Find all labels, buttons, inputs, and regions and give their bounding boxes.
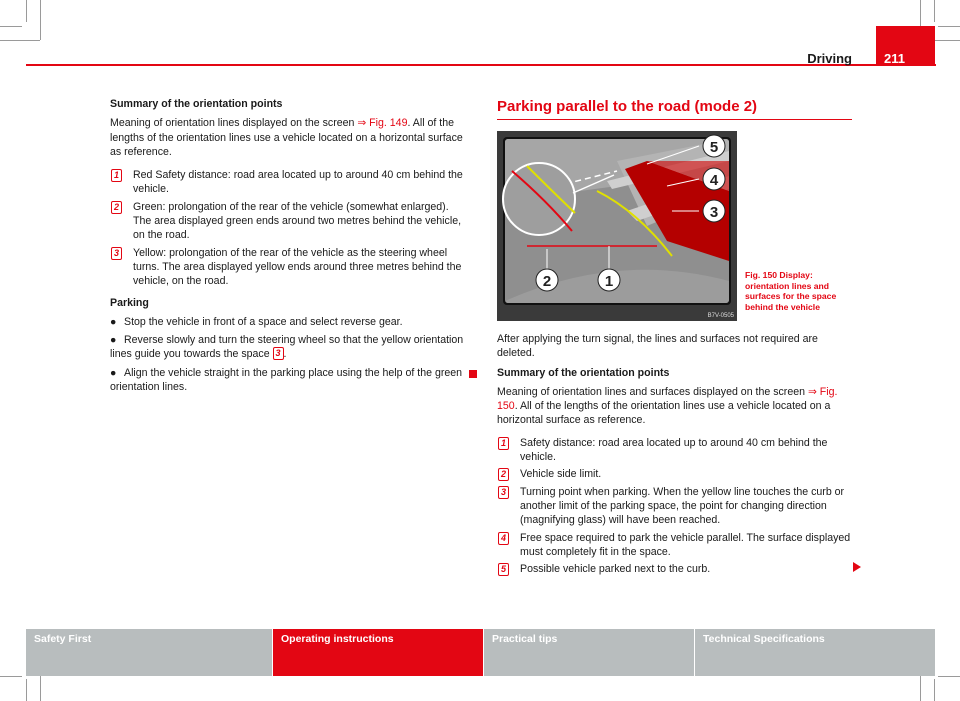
svg-text:5: 5 (709, 139, 719, 156)
figure-caption: Fig. 150 Display: orientation lines and surfaces for the space behind the vehicle (745, 270, 837, 312)
list-item: 1 Safety distance: road area located up to around 40 cm behind the vehicle. (497, 436, 852, 465)
header-rule (26, 64, 936, 66)
callout-number: 2 (498, 468, 509, 481)
left-column (110, 97, 467, 398)
callout-3 (703, 200, 725, 222)
svg-text:3: 3 (709, 204, 719, 221)
bullet-icon: ● (110, 366, 117, 379)
after-paragraph: After applying the turn signal, the lines and surfaces not required are deleted. (497, 333, 818, 360)
footer-tab-safety-first[interactable]: Safety First (26, 629, 272, 676)
section-rule (497, 119, 852, 120)
bullet-item: ● Stop the vehicle in front of a space and select reverse gear. (110, 315, 403, 328)
bullet-icon: ● (110, 334, 117, 347)
crop-mark (0, 676, 22, 677)
list-item: 3 Turning point when parking. When the yellow line touches the curb or another limit of the parking space, the point for changing direction (magnifying glass) will have been reached. (497, 485, 852, 528)
callout-number: 3 (498, 486, 509, 499)
summary-heading: Summary of the orientation points (497, 366, 670, 379)
callout-number: 1 (111, 169, 122, 182)
intro-paragraph: Meaning of orientation lines displayed on the screen ⇒ Fig. 149. All of the lengths of the orientation lines use a vehicle located on a horizontal surface as reference. (110, 117, 463, 158)
chapter-title: Driving (807, 51, 852, 66)
list-item: 4 Free space required to park the vehicle parallel. The surface displayed must completely fit in the space. (497, 531, 852, 560)
figure-code: B7V-0505 (707, 313, 734, 319)
parking-heading: Parking (110, 296, 149, 309)
callout-number: 4 (498, 532, 509, 545)
callout-2 (536, 269, 558, 291)
list-item: 2 Vehicle side limit. (497, 467, 852, 481)
callout-number: 3 (111, 247, 122, 260)
page-number: 211 (884, 51, 905, 66)
list-item: 1 Red Safety distance: road area located up to around 40 cm behind the vehicle. (110, 168, 467, 197)
figure-link[interactable]: ⇒ Fig. 149 (357, 117, 408, 130)
crop-mark (26, 679, 27, 701)
bullet-icon: ● (110, 315, 117, 328)
crop-mark (934, 679, 935, 701)
footer-tab-practical-tips[interactable]: Practical tips (484, 629, 694, 676)
callout-5 (703, 135, 725, 157)
bullet-item: ● Reverse slowly and turn the steering wheel so that the yellow orientation lines guide you towards the space 3 . (110, 334, 464, 361)
page-number-tab (876, 26, 935, 66)
callout-1 (598, 269, 620, 291)
intro-paragraph: Meaning of orientation lines and surfaces displayed on the screen ⇒ Fig. 150. All of the lengths of the orientation lines use a vehicle located on a horizontal surface as reference. (497, 385, 838, 427)
section-end-icon (469, 370, 477, 378)
svg-text:1: 1 (604, 273, 614, 290)
crop-mark (40, 0, 41, 40)
footer-tab-operating-instructions[interactable]: Operating instructions (273, 629, 483, 676)
list-item: 2 Green: prolongation of the rear of the vehicle (somewhat enlarged). The area displayed green ends around two metres behind the vehicle, on the road. (110, 200, 467, 243)
callout-number: 3 (273, 347, 284, 360)
crop-mark (938, 676, 960, 677)
crop-mark (0, 40, 40, 41)
section-title: Parking parallel to the road (mode 2) (497, 98, 758, 115)
callout-number: 1 (498, 437, 509, 450)
callout-4 (703, 168, 725, 190)
callout-number: 5 (498, 563, 509, 576)
list-item: 5 Possible vehicle parked next to the curb. (497, 562, 852, 576)
crop-mark (0, 26, 22, 27)
svg-text:2: 2 (542, 273, 552, 290)
bullet-item: ● Align the vehicle straight in the parking place using the help of the green orientation lines. (110, 366, 463, 394)
footer-tab-technical-specifications[interactable]: Technical Specifications (695, 629, 935, 676)
summary-heading: Summary of the orientation points (110, 98, 283, 110)
right-column (497, 332, 852, 579)
crop-mark (934, 0, 935, 22)
crop-mark (26, 0, 27, 22)
figure-parking-display (497, 131, 737, 321)
callout-number: 2 (111, 201, 122, 214)
svg-text:4: 4 (709, 172, 719, 189)
figure-link[interactable]: ⇒ Fig. 150 (497, 385, 838, 413)
list-item: 3 Yellow: prolongation of the rear of the vehicle as the steering wheel turns. The area displayed yellow ends around three metres behind the vehicle, on the road. (110, 246, 467, 289)
parking-camera-illustration (497, 131, 737, 321)
crop-mark (938, 26, 960, 27)
continue-arrow-icon (853, 562, 861, 572)
